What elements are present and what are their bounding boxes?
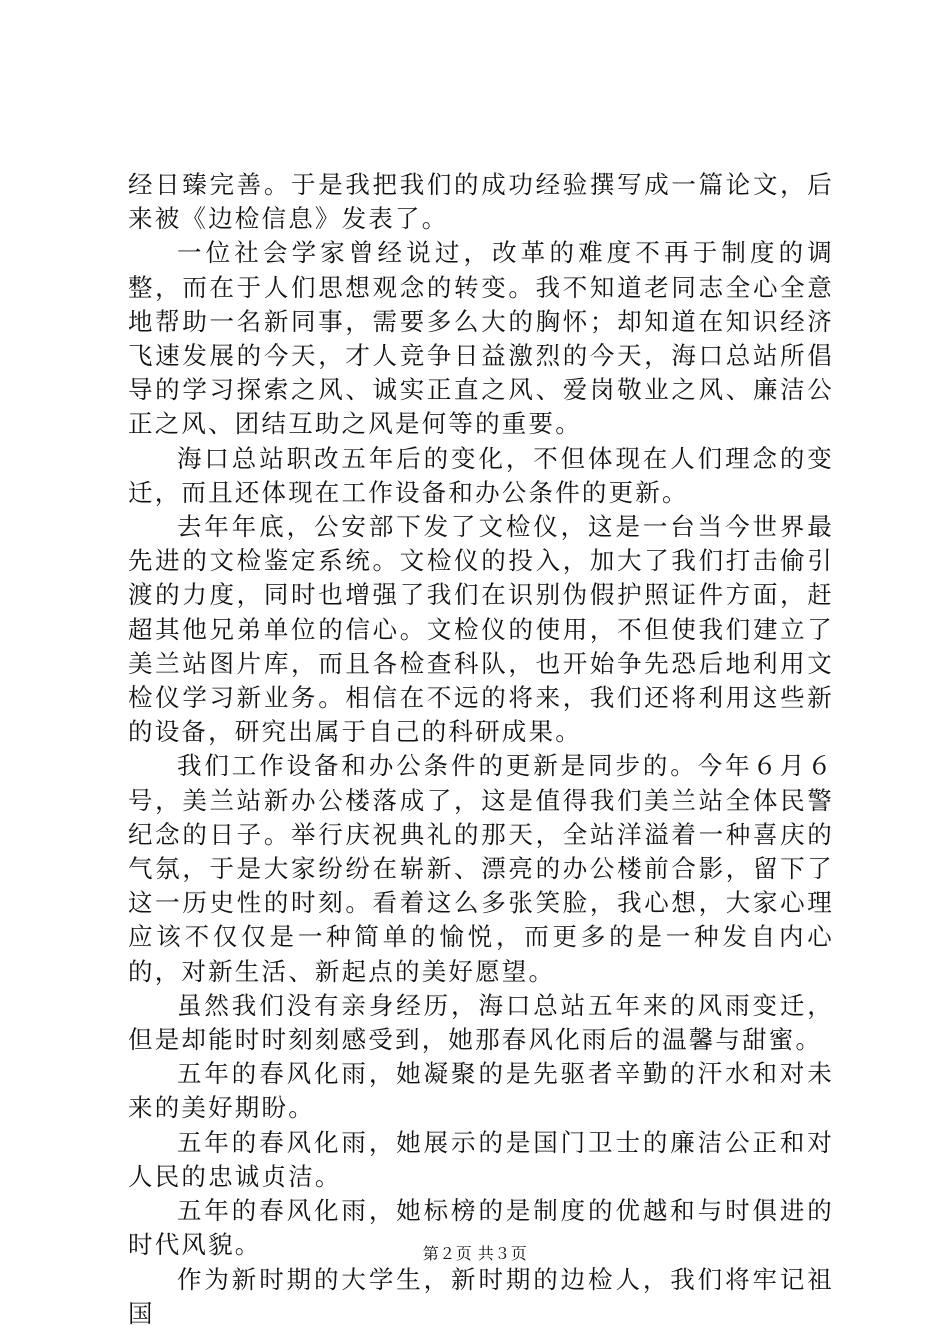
paragraph-five-years-2: 五年的春风化雨，她展示的是国门卫士的廉洁公正和对人民的忠诚贞洁。: [128, 1127, 834, 1191]
paragraph-reform-quote: 一位社会学家曾经说过，改革的难度不再于制度的调整，而在于人们思想观念的转变。我不知道老同志全心全意地帮助一名新同事，需要多么大的胸怀；却知道在知识经济飞速发展的今天，才人竞争日益激烈的今天，海口总站所倡导的学习探索之风、诚实正直之风、爱岗敬业之风、廉洁公正之风、团结互助之风是何等的重要。: [128, 238, 834, 439]
paragraph-closing: 作为新时期的大学生，新时期的边检人，我们将牢记祖国: [128, 1264, 834, 1328]
paragraph-five-years-3: 五年的春风化雨，她标榜的是制度的优越和与时俱进的时代风貌。: [128, 1196, 834, 1260]
paragraph-five-years-1: 五年的春风化雨，她凝聚的是先驱者辛勤的汗水和对未来的美好期盼。: [128, 1059, 834, 1123]
paragraph-feelings: 虽然我们没有亲身经历，海口总站五年来的风雨变迁，但是却能时时刻刻感受到，她那春风化雨后的温馨与甜蜜。: [128, 990, 834, 1055]
paragraph-continued: 经日臻完善。于是我把我们的成功经验撰写成一篇论文，后来被《边检信息》发表了。: [128, 170, 834, 234]
paragraph-changes: 海口总站职改五年后的变化，不但体现在人们理念的变迁，而且还体现在工作设备和办公条件的更新。: [128, 443, 834, 507]
page-number: 第２页 共３页: [422, 1244, 528, 1263]
paragraph-new-office: 我们工作设备和办公条件的更新是同步的。今年６月６号，美兰站新办公楼落成了，这是值得我们美兰站全体民警纪念的日子。举行庆祝典礼的那天，全站洋溢着一种喜庆的气氛，于是大家纷纷在崭新、漂亮的办公楼前合影，留下了这一历史性的时刻。看着这么多张笑脸，我心想，大家心理应该不仅仅是一种简单的愉悦，而更多的是一种发自内心的，对新生活、新起点的美好愿望。: [128, 751, 834, 986]
document-body: [128, 168, 834, 1331]
paragraph-document-checker: 去年年底，公安部下发了文检仪，这是一台当今世界最先进的文检鉴定系统。文检仪的投入，加大了我们打击偷引渡的力度，同时也增强了我们在识别伪假护照证件方面，赶超其他兄弟单位的信心。文检仪的使用，不但使我们建立了美兰站图片库，而且各检查科队，也开始争先恐后地利用文检仪学习新业务。相信在不远的将来，我们还将利用这些新的设备，研究出属于自己的科研成果。: [128, 512, 834, 747]
